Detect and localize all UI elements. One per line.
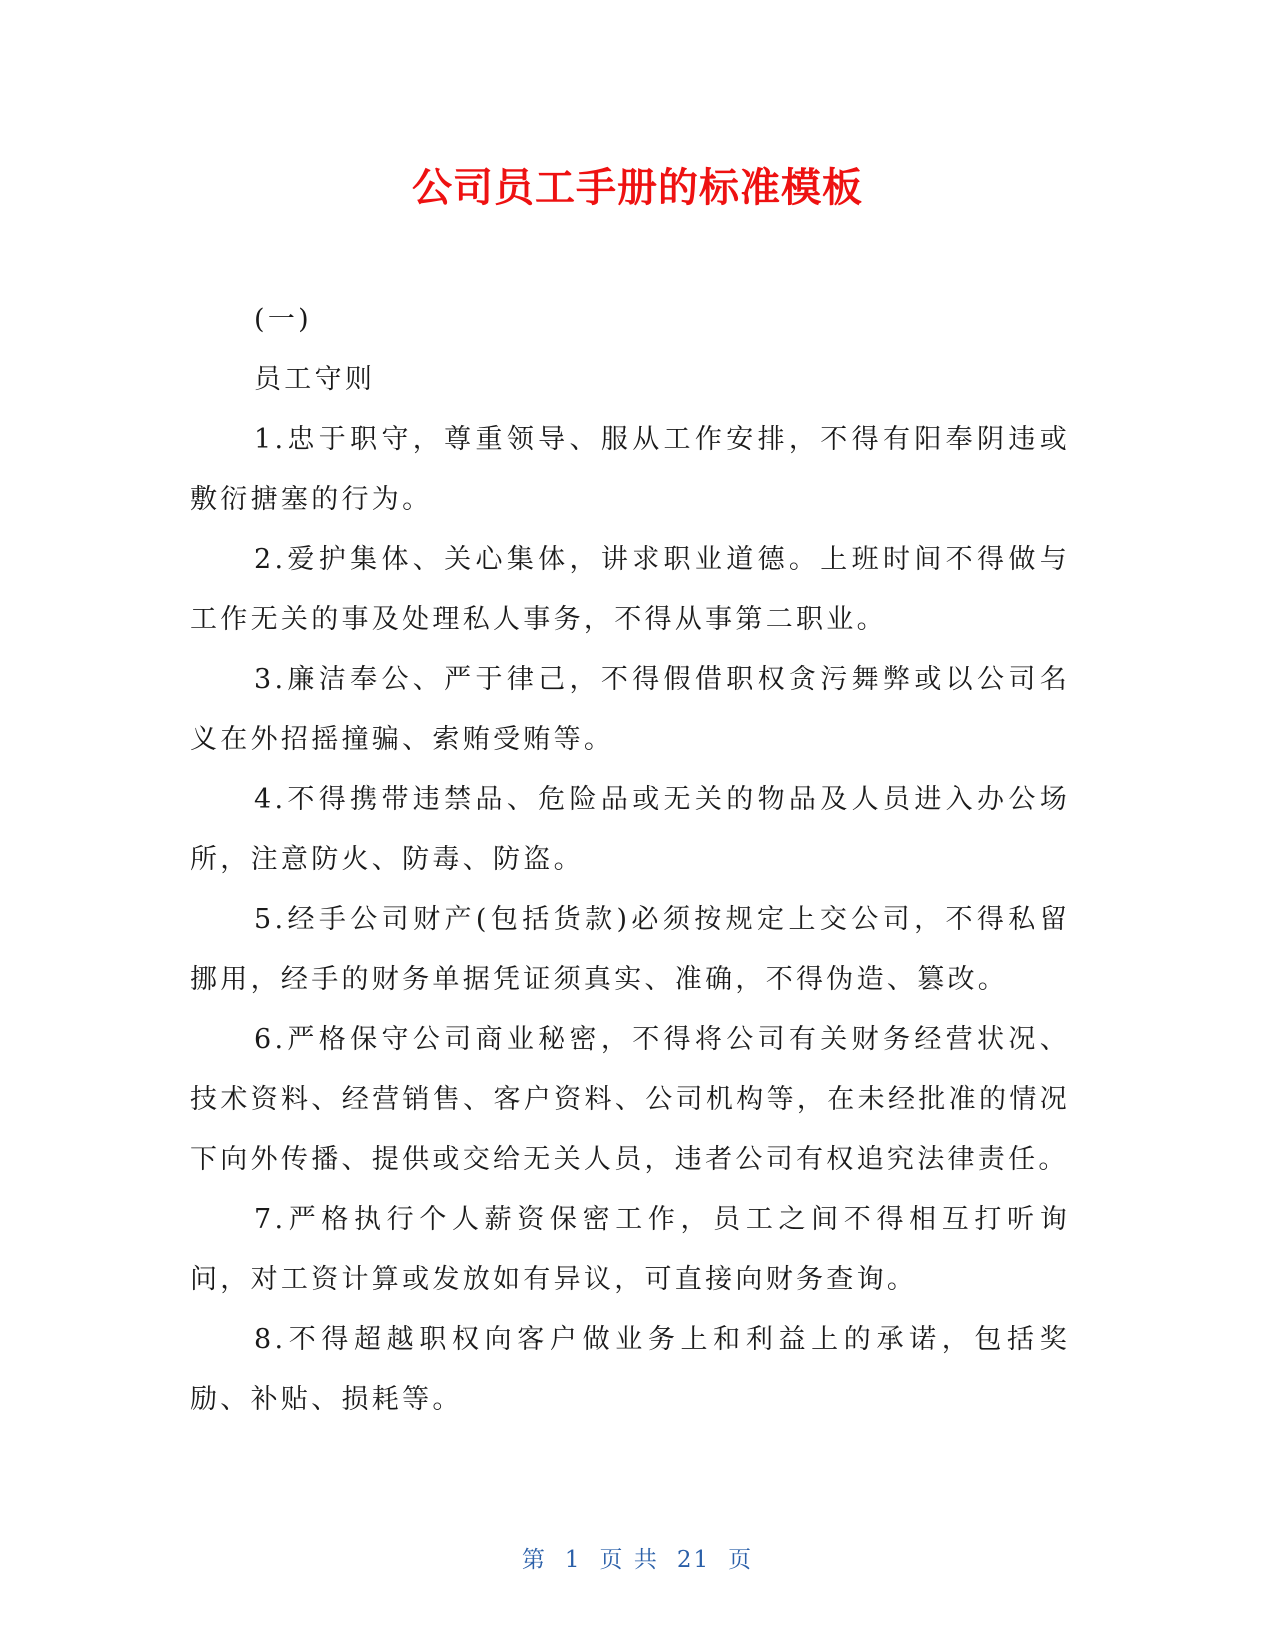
section-number: (一) — [254, 304, 312, 335]
rule-paragraph: 6.严格保守公司商业秘密，不得将公司有关财务经营状况、技术资料、经营销售、客户资料、公司机构等，在未经批准的情况下向外传播、提供或交给无关人员，违者公司有权追究法律责任。 — [190, 1024, 1070, 1175]
footer-total-pages: 21 — [676, 1547, 711, 1573]
rule-paragraph: 2.爱护集体、关心集体，讲求职业道德。上班时间不得做与工作无关的事及处理私人事务，不得从事第二职业。 — [190, 544, 1070, 635]
footer-middle: 页 共 — [599, 1547, 659, 1573]
rule-paragraph: 3.廉洁奉公、严于律己，不得假借职权贪污舞弊或以公司名义在外招摇撞骗、索贿受贿等。 — [190, 664, 1070, 755]
footer-page-number: 1 — [564, 1547, 582, 1573]
document-body — [190, 290, 1070, 1430]
section-heading: 员工守则 — [254, 364, 376, 395]
rule-paragraph: 8.不得超越职权向客户做业务上和利益上的承诺，包括奖励、补贴、损耗等。 — [190, 1324, 1070, 1415]
document-title: 公司员工手册的标准模板 — [412, 165, 863, 211]
rule-paragraph: 4.不得携带违禁品、危险品或无关的物品及人员进入办公场所，注意防火、防毒、防盗。 — [190, 784, 1070, 875]
footer-suffix: 页 — [728, 1547, 754, 1573]
rule-paragraph: 1.忠于职守，尊重领导、服从工作安排，不得有阳奉阴违或敷衍搪塞的行为。 — [190, 424, 1070, 515]
page-footer — [0, 1544, 1275, 1576]
footer-prefix: 第 — [521, 1547, 547, 1573]
rule-paragraph: 5.经手公司财产(包括货款)必须按规定上交公司，不得私留挪用，经手的财务单据凭证须真实、准确，不得伪造、篡改。 — [190, 904, 1070, 995]
rule-paragraph: 7.严格执行个人薪资保密工作，员工之间不得相互打听询问，对工资计算或发放如有异议，可直接向财务查询。 — [190, 1204, 1070, 1295]
